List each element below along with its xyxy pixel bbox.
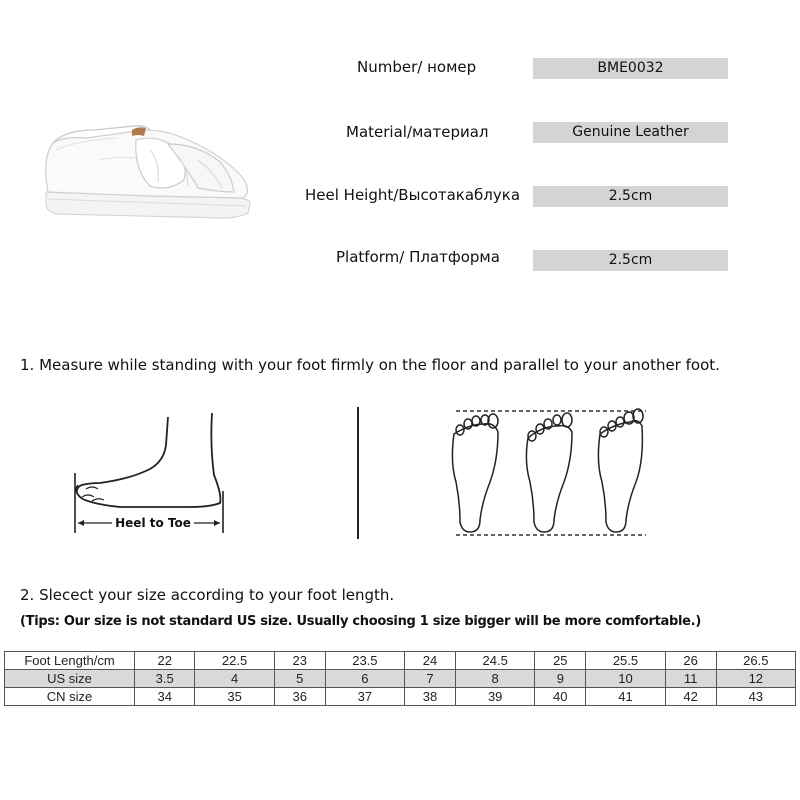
row-header: CN size	[5, 688, 135, 706]
table-cell: 23.5	[325, 652, 404, 670]
number-label: Number/ номер	[357, 58, 477, 76]
platform-value: 2.5cm	[533, 250, 728, 271]
table-cell: 9	[535, 670, 586, 688]
table-cell: 8	[456, 670, 535, 688]
table-cell: 43	[716, 688, 795, 706]
diagram-divider	[357, 407, 359, 539]
table-cell: 5	[274, 670, 325, 688]
row-header: US size	[5, 670, 135, 688]
table-cell: 22	[135, 652, 195, 670]
size-tips: (Tips: Our size is not standard US size. Usually choosing 1 size bigger will be more comfortable.)	[20, 614, 701, 629]
number-value: BME0032	[533, 58, 728, 79]
table-cell: 3.5	[135, 670, 195, 688]
table-row	[5, 652, 796, 670]
heel-to-toe-label: Heel to Toe	[115, 516, 191, 530]
heel-height-value: 2.5cm	[533, 186, 728, 207]
table-cell: 26.5	[716, 652, 795, 670]
heel-height-label: Heel Height/Высотакаблука	[305, 186, 521, 204]
table-cell: 10	[586, 670, 665, 688]
step-measure-instruction: 1. Measure while standing with your foot firmly on the floor and parallel to your another foot.	[20, 356, 720, 374]
side-foot-diagram	[60, 405, 245, 540]
platform-label: Platform/ Платформа	[336, 248, 500, 266]
table-cell: 22.5	[195, 652, 274, 670]
table-cell: 38	[405, 688, 456, 706]
table-cell: 24	[405, 652, 456, 670]
table-cell: 12	[716, 670, 795, 688]
table-cell: 25	[535, 652, 586, 670]
row-header: Foot Length/cm	[5, 652, 135, 670]
table-cell: 37	[325, 688, 404, 706]
table-cell: 25.5	[586, 652, 665, 670]
step-select-instruction: 2. Slecect your size according to your foot length.	[20, 586, 395, 604]
table-cell: 7	[405, 670, 456, 688]
table-cell: 40	[535, 688, 586, 706]
table-cell: 11	[665, 670, 716, 688]
table-cell: 35	[195, 688, 274, 706]
table-cell: 42	[665, 688, 716, 706]
table-cell: 23	[274, 652, 325, 670]
table-cell: 6	[325, 670, 404, 688]
material-label: Material/материал	[346, 123, 489, 141]
table-cell: 4	[195, 670, 274, 688]
table-row	[5, 670, 796, 688]
table-cell: 24.5	[456, 652, 535, 670]
table-cell: 36	[274, 688, 325, 706]
material-value: Genuine Leather	[533, 122, 728, 143]
table-cell: 34	[135, 688, 195, 706]
table-row	[5, 688, 796, 706]
product-shoe-image	[38, 100, 288, 225]
size-table	[4, 651, 796, 706]
table-cell: 39	[456, 688, 535, 706]
table-cell: 26	[665, 652, 716, 670]
top-view-feet-diagram	[440, 402, 660, 542]
table-cell: 41	[586, 688, 665, 706]
